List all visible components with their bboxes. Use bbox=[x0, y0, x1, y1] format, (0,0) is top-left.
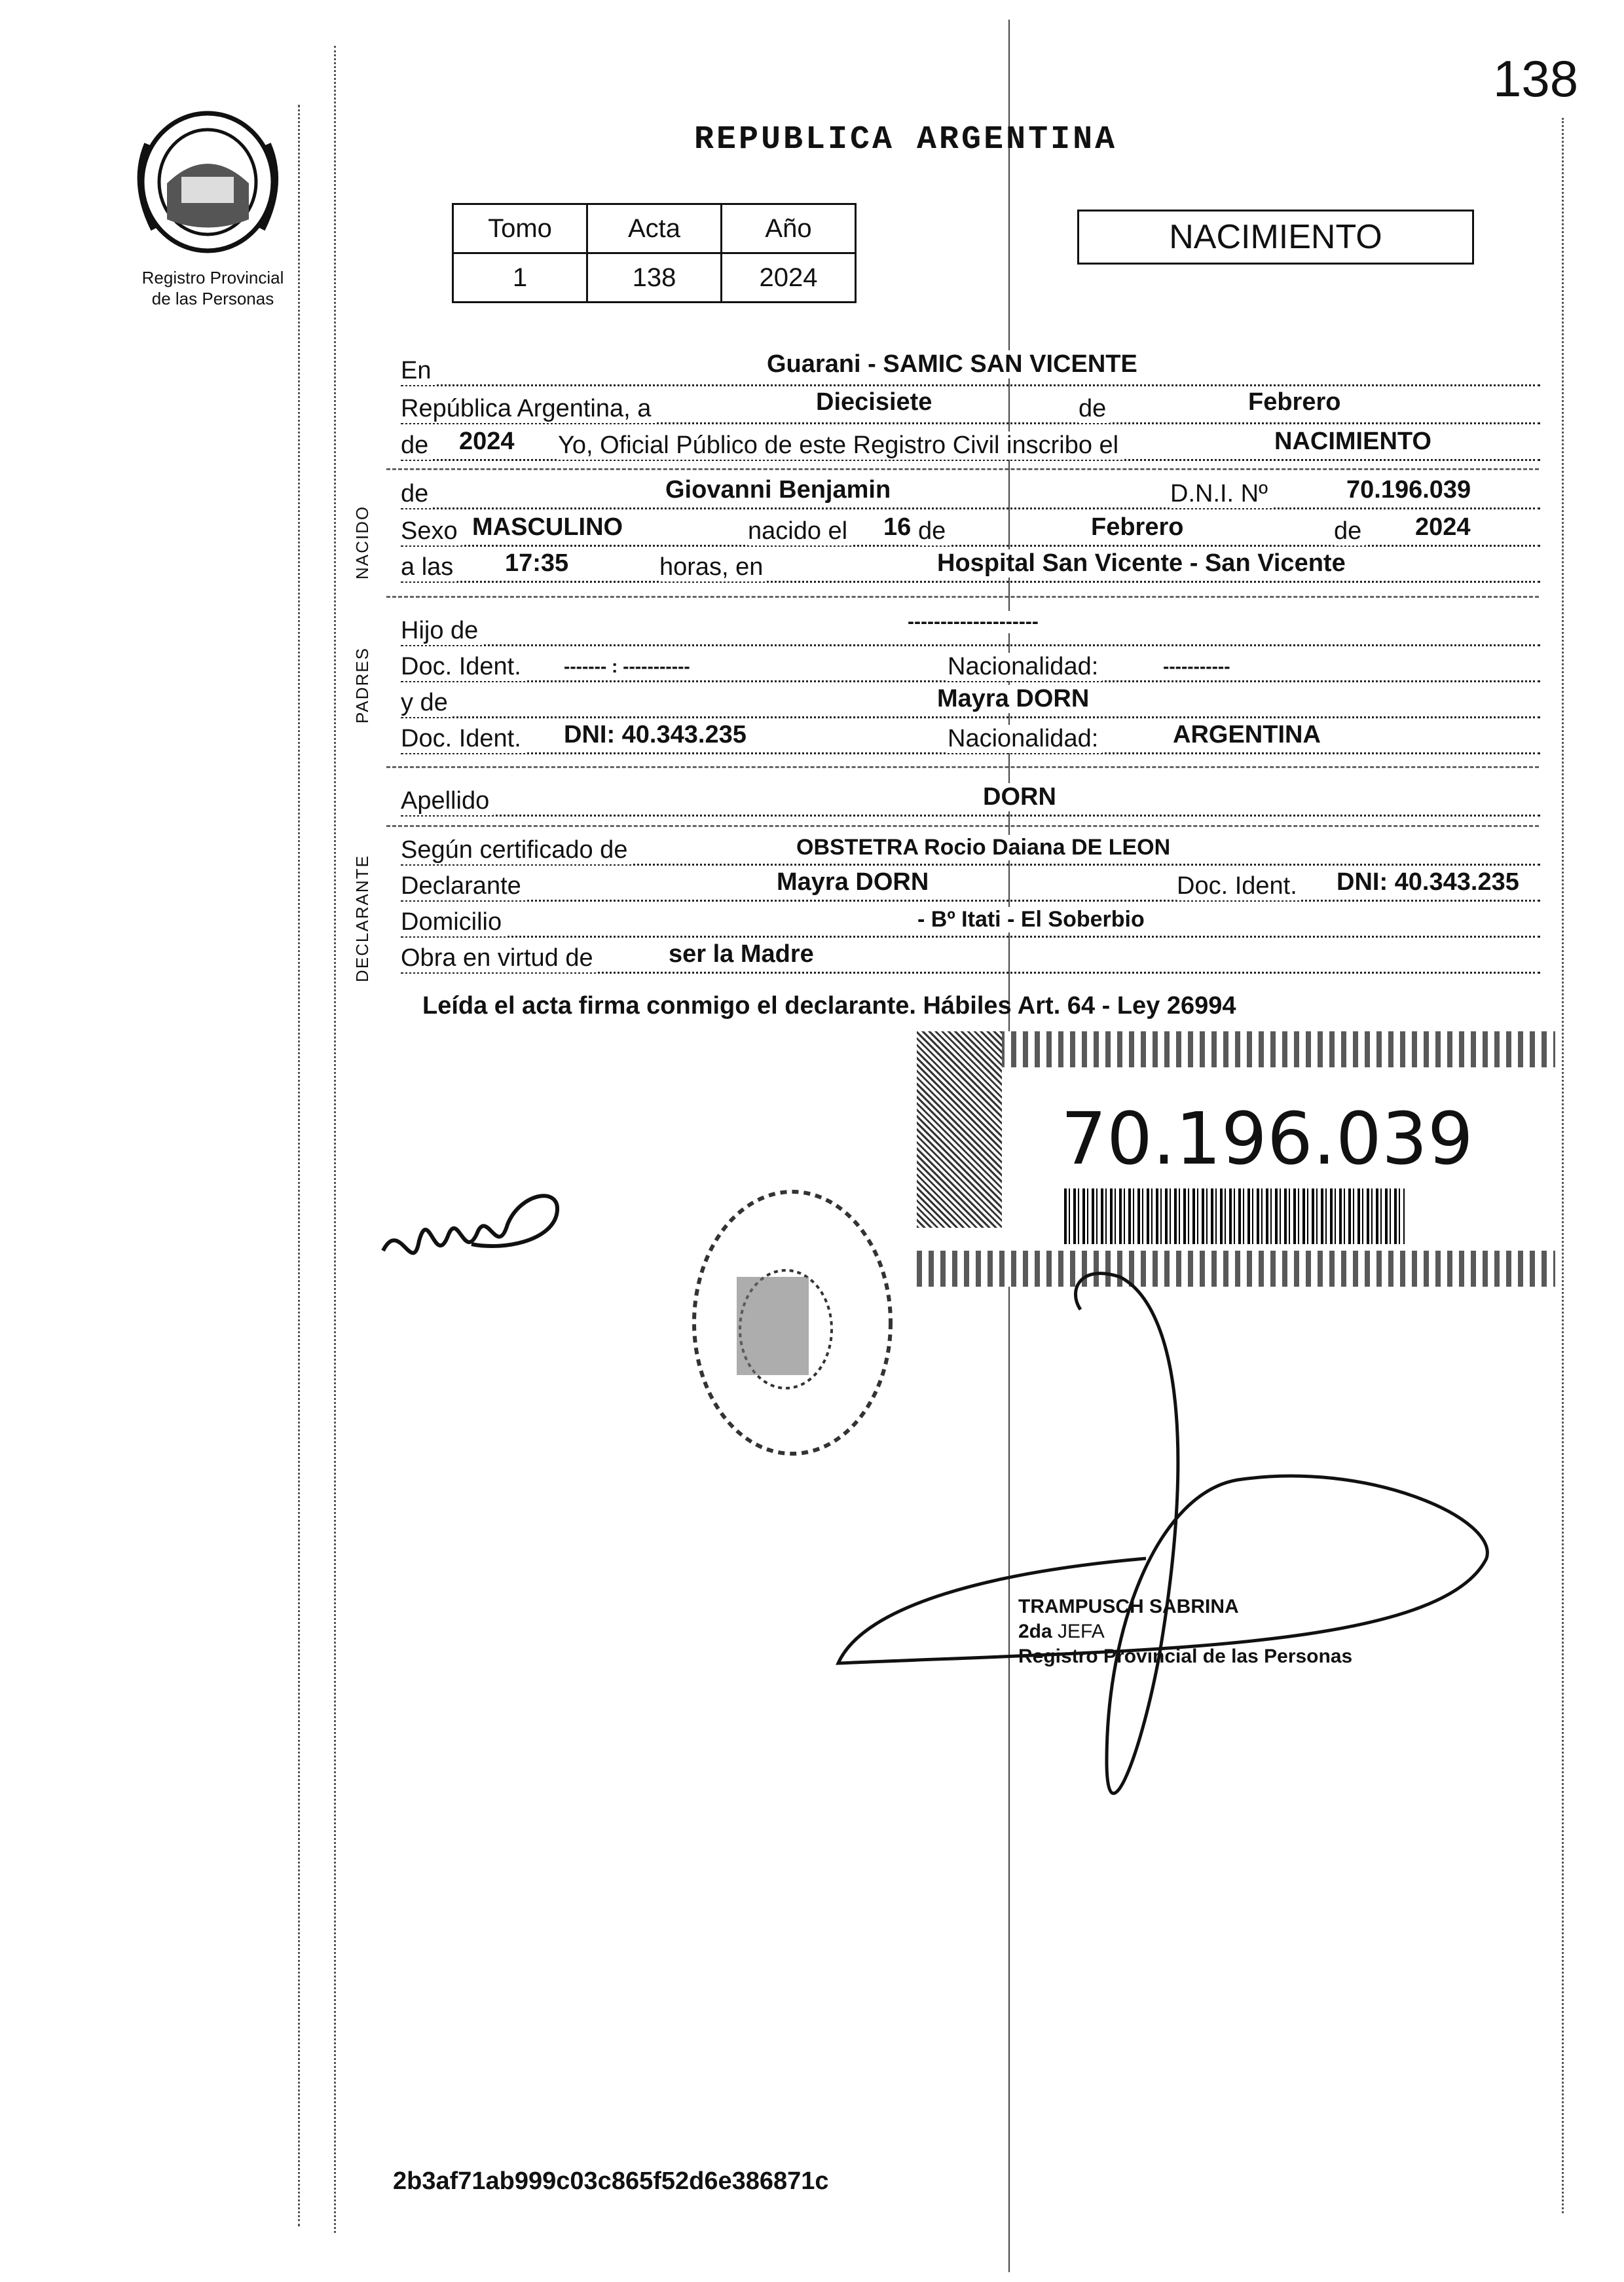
page-number: 138 bbox=[1493, 50, 1579, 107]
document-title: REPUBLICA ARGENTINA bbox=[694, 121, 1118, 158]
record-table-header-row bbox=[453, 204, 856, 253]
surname-value: DORN bbox=[980, 783, 1059, 811]
father-doc-label: Doc. Ident. bbox=[401, 653, 525, 681]
birth-time-value: 17:35 bbox=[502, 549, 571, 578]
row-time-place bbox=[401, 549, 1540, 587]
father-doc-value: ------- : ----------- bbox=[561, 656, 693, 677]
ano-value: 2024 bbox=[722, 253, 856, 303]
place-value: Guarani - SAMIC SAN VICENTE bbox=[764, 350, 1140, 378]
mother-nationality-value: ARGENTINA bbox=[1170, 721, 1323, 749]
dni-label: D.N.I. Nº bbox=[1170, 480, 1272, 508]
margin-line-outer bbox=[298, 105, 300, 2226]
father-nationality-label: Nacionalidad: bbox=[948, 653, 1102, 681]
father-name-value: -------------------- bbox=[905, 611, 1041, 633]
month-value: Febrero bbox=[1246, 388, 1343, 416]
obra-label: Obra en virtud de bbox=[401, 944, 597, 972]
separator-4 bbox=[386, 825, 1539, 827]
footer-hash: 2b3af71ab999c03c865f52d6e386871c bbox=[393, 2167, 829, 2195]
document-type-box: NACIMIENTO bbox=[1077, 210, 1474, 265]
official-stamp bbox=[1018, 1594, 1352, 1669]
day-value: Diecisiete bbox=[813, 388, 934, 416]
sexo-label: Sexo bbox=[401, 517, 462, 545]
nacido-label: nacido el bbox=[748, 517, 851, 545]
logo-caption bbox=[118, 267, 308, 309]
provincia-misiones-seal-logo bbox=[128, 105, 288, 262]
dni-value: 70.196.039 bbox=[1344, 476, 1473, 504]
birth-year-value: 2024 bbox=[1412, 513, 1473, 542]
de-year-label: de bbox=[401, 432, 432, 460]
sticker-number: 70.196.039 bbox=[1061, 1097, 1473, 1181]
de-birth-label: de bbox=[918, 517, 950, 545]
official-office: Registro Provincial de las Personas bbox=[1018, 1646, 1353, 1667]
separator-3 bbox=[386, 766, 1539, 768]
row-date bbox=[401, 390, 1540, 428]
birth-month-value: Febrero bbox=[1088, 513, 1186, 542]
tomo-value: 1 bbox=[453, 253, 587, 303]
father-nationality-value: ----------- bbox=[1160, 656, 1233, 677]
separator-2 bbox=[386, 596, 1539, 598]
acta-value: 138 bbox=[587, 253, 722, 303]
row-sex-birth bbox=[401, 513, 1540, 551]
horas-label: horas, en bbox=[659, 553, 767, 581]
row-address bbox=[401, 904, 1540, 942]
oficial-text: Yo, Oficial Público de este Registro Civil inscribo el bbox=[558, 432, 1122, 460]
a-las-label: a las bbox=[401, 553, 457, 581]
de-label: de bbox=[1079, 395, 1110, 423]
row-capacity bbox=[401, 940, 1540, 978]
mother-name-value: Mayra DORN bbox=[934, 685, 1092, 713]
child-name-value: Giovanni Benjamin bbox=[663, 476, 893, 504]
declarante-label: Declarante bbox=[401, 872, 525, 900]
de-name-label: de bbox=[401, 480, 432, 508]
declarant-value: Mayra DORN bbox=[774, 868, 931, 896]
row-mother-doc bbox=[401, 720, 1540, 758]
official-role-prefix: 2da bbox=[1018, 1621, 1052, 1642]
domicilio-label: Domicilio bbox=[401, 908, 506, 936]
record-table bbox=[452, 203, 857, 303]
logo-caption-line2: de las Personas bbox=[151, 289, 274, 308]
republica-label: República Argentina, a bbox=[401, 395, 655, 423]
side-label-nacido: NACIDO bbox=[352, 505, 372, 580]
tomo-header: Tomo bbox=[453, 204, 587, 253]
row-surname bbox=[401, 782, 1540, 820]
sticker-top-band bbox=[917, 1031, 1555, 1067]
declarant-doc-label: Doc. Ident. bbox=[1177, 872, 1301, 900]
event-value: NACIMIENTO bbox=[1272, 428, 1434, 456]
row-child-name bbox=[401, 475, 1540, 513]
year-value: 2024 bbox=[456, 428, 517, 456]
official-signature bbox=[832, 1264, 1519, 1840]
apellido-label: Apellido bbox=[401, 787, 493, 815]
sticker-barcode bbox=[1064, 1188, 1405, 1244]
row-certificate bbox=[401, 832, 1540, 870]
declarant-doc-value: DNI: 40.343.235 bbox=[1334, 868, 1522, 896]
sticker-guilloche bbox=[917, 1031, 1002, 1228]
row-declarant bbox=[401, 868, 1540, 906]
en-label: En bbox=[401, 357, 435, 385]
official-role bbox=[1018, 1619, 1352, 1644]
margin-line-inner bbox=[334, 46, 336, 2233]
side-label-declarante: DECLARANTE bbox=[352, 855, 372, 982]
logo-caption-line1: Registro Provincial bbox=[141, 268, 284, 287]
certificate-value: OBSTETRA Rocio Daiana DE LEON bbox=[794, 835, 1173, 860]
margin-line-right bbox=[1562, 118, 1564, 2213]
reading-notice: Leída el acta firma conmigo el declarante. Hábiles Art. 64 - Ley 26994 bbox=[422, 992, 1236, 1020]
hijo-label: Hijo de bbox=[401, 617, 482, 645]
de-birth-year-label: de bbox=[1334, 517, 1365, 545]
segun-label: Según certificado de bbox=[401, 836, 631, 864]
mother-doc-label: Doc. Ident. bbox=[401, 725, 525, 753]
y-de-label: y de bbox=[401, 689, 452, 717]
record-table-value-row bbox=[453, 253, 856, 303]
birth-place-value: Hospital San Vicente - San Vicente bbox=[934, 549, 1348, 578]
birth-day-value: 16 bbox=[881, 513, 913, 542]
capacity-value: ser la Madre bbox=[666, 940, 817, 968]
mother-nationality-label: Nacionalidad: bbox=[948, 725, 1102, 753]
row-father-doc bbox=[401, 648, 1540, 686]
side-label-padres: PADRES bbox=[352, 647, 372, 724]
ano-header: Año bbox=[722, 204, 856, 253]
row-place bbox=[401, 352, 1540, 390]
row-mother bbox=[401, 684, 1540, 722]
sex-value: MASCULINO bbox=[470, 513, 625, 542]
row-father bbox=[401, 612, 1540, 650]
row-year bbox=[401, 427, 1540, 465]
declarant-signature bbox=[373, 1179, 576, 1290]
separator-1 bbox=[386, 468, 1539, 470]
security-sticker bbox=[917, 1031, 1555, 1287]
official-name: TRAMPUSCH SABRINA bbox=[1018, 1596, 1239, 1617]
official-role-title: JEFA bbox=[1058, 1621, 1105, 1642]
address-value: - Bº Itati - El Soberbio bbox=[915, 907, 1147, 932]
mother-doc-value: DNI: 40.343.235 bbox=[561, 721, 749, 749]
acta-header: Acta bbox=[587, 204, 722, 253]
